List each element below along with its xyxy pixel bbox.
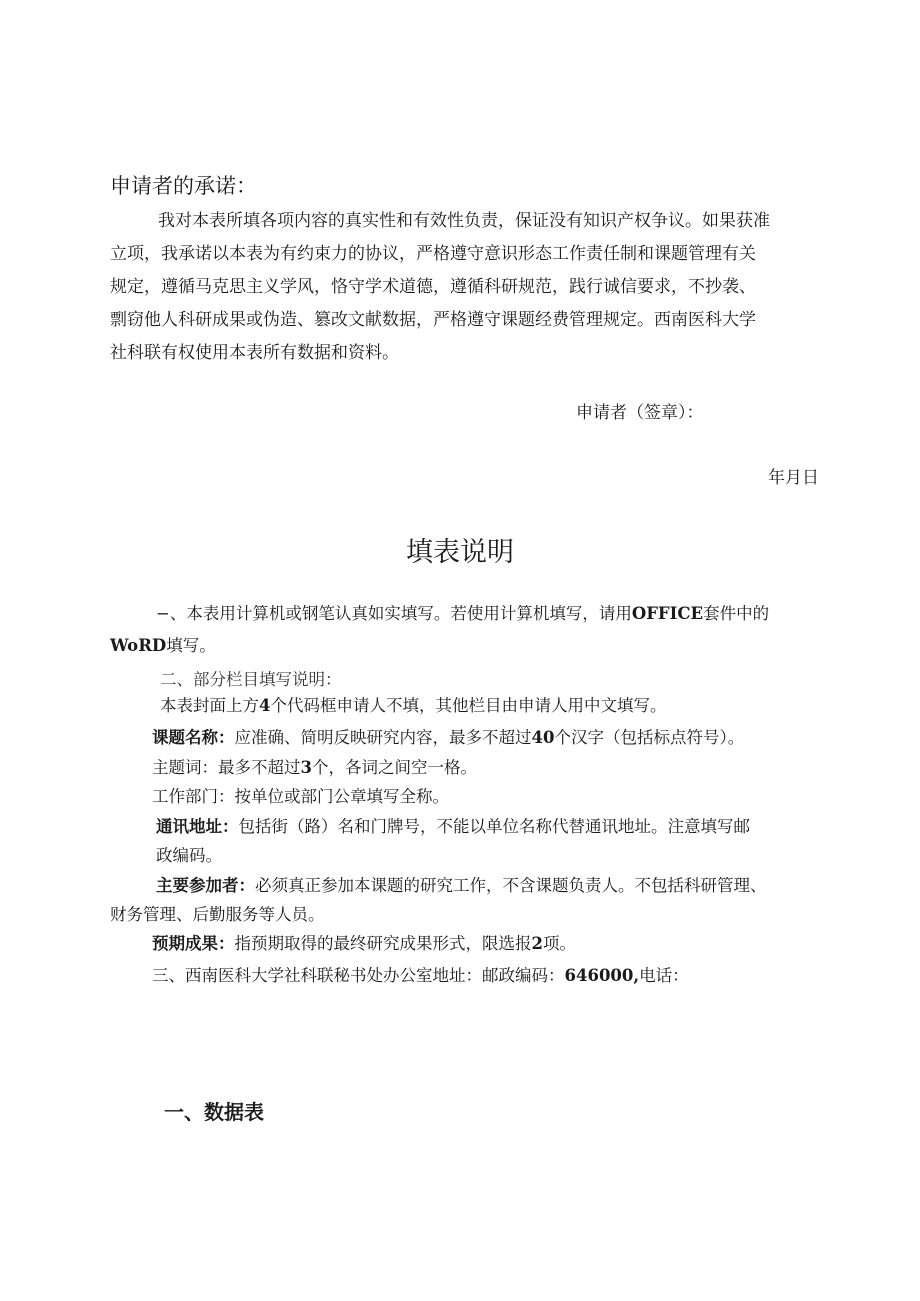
- dept-note: [152, 783, 449, 807]
- signer-label: 申请者（签章）：: [576, 403, 704, 423]
- address-text: 包括街（路）名和门牌号，不能以单位名称代替通讯地址。注意填写邮: [238, 817, 750, 836]
- item3-phone-label: 电话：: [639, 966, 689, 985]
- participants-note-cont: 财务管理、后勤服务等人员。: [110, 905, 325, 924]
- instruction-item-3: [152, 962, 689, 986]
- participants-note: [156, 872, 767, 896]
- results-text2: 项。: [542, 934, 576, 953]
- office-term: OFFICE: [631, 604, 704, 623]
- keywords-num: 3: [300, 758, 312, 777]
- date-label: 年月日: [768, 468, 819, 488]
- instruction-item-1-cont: [110, 632, 216, 656]
- zip-code: 646000,: [564, 966, 640, 985]
- instruction-item-1: [156, 600, 769, 624]
- topic-num: 40: [531, 728, 555, 747]
- cover-num: 4: [259, 696, 271, 715]
- cover-text2: 个代码框申请人不填，其他栏目由申请人用中文填写。: [270, 696, 667, 715]
- item1-tail2: 填写。: [166, 636, 216, 655]
- cover-note: [160, 692, 666, 716]
- results-label: 预期成果：: [152, 934, 235, 953]
- topic-note: [152, 724, 744, 748]
- results-note: [152, 930, 576, 954]
- promise-line: 剽窃他人科研成果或伪造、篡改文献数据，严格遵守课题经费管理规定。西南医科大学: [110, 310, 756, 330]
- address-note: [156, 813, 750, 837]
- topic-text: 应准确、简明反映研究内容，最多不超过: [234, 728, 532, 747]
- word-term: WoRD: [110, 636, 167, 655]
- keywords-note: [152, 754, 477, 778]
- item1-tail: 套件中的: [703, 604, 770, 623]
- keywords-text: 最多不超过: [218, 758, 301, 777]
- promise-line: 立项，我承诺以本表为有约束力的协议，严格遵守意识形态工作责任制和课题管理有关: [110, 244, 756, 264]
- keywords-text2: 个，各词之间空一格。: [311, 758, 477, 777]
- topic-label: 课题名称：: [152, 728, 235, 747]
- promise-paragraph: [110, 206, 826, 376]
- promise-heading: 申请者的承诺：: [110, 174, 257, 198]
- address-label: 通讯地址：: [156, 817, 239, 836]
- cover-text: 本表封面上方: [160, 696, 259, 715]
- promise-line: 我对本表所填各项内容的真实性和有效性负责，保证没有知识产权争议。如果获准: [158, 211, 770, 231]
- results-text: 指预期取得的最终研究成果形式，限选报: [234, 934, 532, 953]
- keywords-label: 主题词：: [152, 758, 218, 777]
- topic-text2: 个汉字（包括标点符号）。: [554, 728, 745, 747]
- promise-line: 社科联有权使用本表所有数据和资料。: [110, 343, 399, 363]
- results-num: 2: [531, 934, 543, 953]
- instruction-item-2: 二、部分栏目填写说明：: [160, 670, 342, 689]
- participants-label: 主要参加者：: [156, 876, 255, 895]
- dept-label: 工作部门：: [152, 787, 235, 806]
- promise-line: 规定，遵循马克思主义学风，恪守学术道德，遵循科研规范，践行诚信要求，不抄袭、: [110, 277, 756, 297]
- participants-text: 必须真正参加本课题的研究工作，不含课题负责人。不包括科研管理、: [255, 876, 767, 895]
- item1-text: −、本表用计算机或钢笔认真如实填写。若使用计算机填写，请用: [156, 604, 632, 623]
- section-one-heading: 一、数据表: [164, 1100, 264, 1124]
- address-note-cont: 政编码。: [156, 846, 222, 865]
- instructions-title: 填表说明: [406, 537, 514, 568]
- item3-text: 三、西南医科大学社科联秘书处办公室地址：邮政编码：: [152, 966, 565, 985]
- dept-text: 按单位或部门公章填写全称。: [234, 787, 449, 806]
